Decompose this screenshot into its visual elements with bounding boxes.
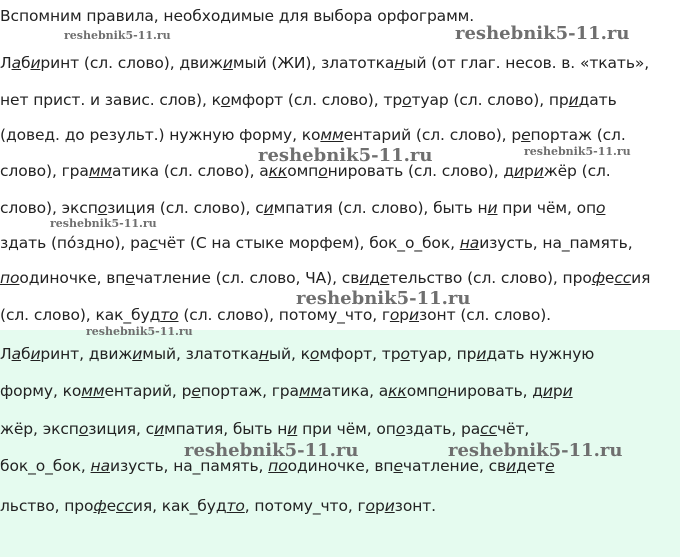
- text-fragment: Л: [0, 54, 12, 72]
- spelling-mark: о: [309, 345, 320, 363]
- rules-line: [0, 268, 680, 288]
- text-fragment: атика, а: [322, 382, 389, 400]
- watermark: reshebnik5-11.ru: [296, 288, 471, 309]
- spelling-mark: н: [258, 345, 269, 363]
- text-fragment: здать, ра: [405, 420, 481, 438]
- text-fragment: б: [20, 54, 31, 72]
- spelling-mark: и: [476, 345, 487, 363]
- spelling-mark: а: [11, 54, 21, 72]
- spelling-mark: по: [268, 457, 288, 475]
- heading-line: Вспомним правила, необходимые для выбора орфограмм.: [0, 7, 475, 25]
- text-fragment: мпатия (сл. слово), быть н: [273, 199, 488, 217]
- spelling-mark: кк: [268, 162, 288, 180]
- spelling-mark: и: [542, 382, 553, 400]
- spelling-mark: и: [30, 345, 41, 363]
- text-fragment: туар (сл. слово), пр: [411, 91, 569, 109]
- rules-line: [0, 53, 680, 73]
- text-fragment: р: [552, 382, 563, 400]
- text-fragment: мфорт, тр: [319, 345, 401, 363]
- text-fragment: жёр, эксп: [0, 420, 79, 438]
- text-fragment: дать: [578, 91, 617, 109]
- text-fragment: мфорт (сл. слово), тр: [230, 91, 403, 109]
- text-fragment: слово), гра: [0, 162, 89, 180]
- text-fragment: одиночке, вп: [287, 457, 394, 475]
- text-fragment: нировать (сл. слово), д: [327, 162, 515, 180]
- spelling-mark: и: [30, 54, 41, 72]
- text-fragment: р: [374, 497, 385, 515]
- answer-line: [0, 381, 680, 401]
- spelling-mark: по: [0, 269, 20, 287]
- spelling-mark: о: [220, 91, 231, 109]
- spelling-mark: е: [191, 382, 201, 400]
- watermark: reshebnik5-11.ru: [64, 29, 171, 42]
- text-fragment: дет: [516, 457, 546, 475]
- text-fragment: ия: [631, 269, 651, 287]
- watermark: reshebnik5-11.ru: [258, 145, 433, 166]
- spelling-mark: и: [514, 162, 525, 180]
- spelling-mark: о: [596, 199, 606, 217]
- text-fragment: (довед. до результ.) нужную форму, ко: [0, 126, 321, 144]
- text-fragment: ия, как_буд: [132, 497, 227, 515]
- text-fragment: здать (по́здно), ра: [0, 234, 150, 252]
- text-fragment: омп: [406, 382, 438, 400]
- spelling-mark: мм: [320, 126, 344, 144]
- spelling-mark: с: [149, 234, 158, 252]
- text-fragment: льство, про: [0, 497, 94, 515]
- text-fragment: ый (от глаг. несов. в. «ткать»,: [404, 54, 650, 72]
- text-fragment: ентарий (сл. слово), р: [343, 126, 522, 144]
- spelling-mark: о: [97, 199, 108, 217]
- spelling-mark: кк: [388, 382, 407, 400]
- spelling-mark: и: [533, 162, 544, 180]
- text-fragment: форму, ко: [0, 382, 82, 400]
- spelling-mark: о: [78, 420, 89, 438]
- spelling-mark: мм: [298, 382, 323, 400]
- spelling-mark: то: [226, 497, 245, 515]
- watermark: reshebnik5-11.ru: [524, 145, 631, 158]
- text-fragment: дать нужную: [486, 345, 595, 363]
- spelling-mark: и: [409, 306, 420, 324]
- text-fragment: туар, пр: [409, 345, 477, 363]
- spelling-mark: е: [379, 269, 390, 287]
- spelling-mark: и: [506, 457, 517, 475]
- spelling-mark: н: [394, 54, 405, 72]
- spelling-mark: и: [359, 269, 370, 287]
- text-fragment: зиция, с: [88, 420, 155, 438]
- text-fragment: зонт (сл. слово).: [419, 306, 551, 324]
- spelling-mark: и: [222, 54, 233, 72]
- spelling-mark: и: [154, 420, 165, 438]
- spelling-mark: а: [11, 345, 21, 363]
- spelling-mark: е: [393, 457, 403, 475]
- text-fragment: чатление (сл. слово, ЧА), св: [134, 269, 360, 287]
- text-fragment: портаж, гра: [200, 382, 299, 400]
- text-fragment: жёр (сл.: [543, 162, 611, 180]
- spelling-mark: о: [437, 382, 448, 400]
- spelling-mark: о: [389, 306, 400, 324]
- spelling-mark: на: [459, 234, 480, 252]
- spelling-mark: о: [400, 345, 410, 363]
- text-fragment: ый, к: [268, 345, 310, 363]
- text-fragment: одиночке, вп: [19, 269, 126, 287]
- spelling-mark: и: [487, 199, 498, 217]
- spelling-mark: о: [395, 420, 406, 438]
- text-fragment: омп: [287, 162, 319, 180]
- rules-line: [0, 198, 680, 218]
- text-fragment: Л: [0, 345, 12, 363]
- text-fragment: при чём, оп: [297, 420, 396, 438]
- text-fragment: р: [399, 306, 410, 324]
- text-fragment: е: [604, 269, 615, 287]
- text-fragment: чёт,: [497, 420, 530, 438]
- spelling-mark: и: [562, 382, 573, 400]
- text-fragment: мпатия, быть н: [164, 420, 288, 438]
- answer-line: [0, 419, 680, 439]
- text-fragment: нировать, д: [447, 382, 543, 400]
- text-fragment: изусть, на_память,: [479, 234, 633, 252]
- spelling-mark: и: [287, 420, 298, 438]
- text-fragment: (сл. слово), потому_что, г: [178, 306, 390, 324]
- rules-line: [0, 125, 680, 145]
- spelling-mark: о: [402, 91, 412, 109]
- text-fragment: , потому_что, г: [244, 497, 366, 515]
- spelling-mark: и: [568, 91, 579, 109]
- watermark: reshebnik5-11.ru: [50, 217, 157, 230]
- spelling-mark: и: [263, 199, 274, 217]
- text-fragment: изусть, на_память,: [109, 457, 269, 475]
- text-fragment: ентарий, р: [104, 382, 192, 400]
- watermark: reshebnik5-11.ru: [448, 440, 623, 461]
- watermark: reshebnik5-11.ru: [455, 23, 630, 44]
- spelling-mark: и: [384, 497, 395, 515]
- rules-line: [0, 90, 680, 110]
- text-fragment: р: [524, 162, 534, 180]
- text-fragment: зонт.: [394, 497, 436, 515]
- text-fragment: слово), эксп: [0, 199, 98, 217]
- watermark: reshebnik5-11.ru: [86, 325, 193, 338]
- text-fragment: бок_о_бок,: [0, 457, 91, 475]
- spelling-mark: ф: [591, 269, 605, 287]
- text-fragment: ринт (сл. слово), движ: [40, 54, 223, 72]
- spelling-mark: мм: [88, 162, 112, 180]
- spelling-mark: на: [90, 457, 110, 475]
- text-fragment: (сл. слово), как_буд: [0, 306, 161, 324]
- text-fragment: портаж (сл.: [530, 126, 626, 144]
- text-fragment: при чём, оп: [497, 199, 597, 217]
- answer-line: [0, 344, 680, 364]
- spelling-mark: е: [125, 269, 135, 287]
- text-fragment: чёт (С на стыке морфем), бок_о_бок,: [157, 234, 460, 252]
- spelling-mark: сс: [480, 420, 497, 438]
- spelling-mark: ф: [93, 497, 107, 515]
- text-fragment: атика (сл. слово), а: [112, 162, 269, 180]
- text-fragment: мый, златотка: [142, 345, 259, 363]
- spelling-mark: е: [521, 126, 531, 144]
- spelling-mark: сс: [116, 497, 133, 515]
- text-fragment: мый (ЖИ), златотка: [232, 54, 395, 72]
- spelling-mark: сс: [614, 269, 632, 287]
- text-fragment: нет прист. и завис. слов), к: [0, 91, 221, 109]
- answer-line: [0, 496, 680, 516]
- watermark: reshebnik5-11.ru: [184, 440, 359, 461]
- spelling-mark: то: [160, 306, 179, 324]
- text-fragment: ринт, движ: [40, 345, 133, 363]
- spelling-mark: е: [545, 457, 555, 475]
- spelling-mark: о: [318, 162, 328, 180]
- text-fragment: тельство (сл. слово), про: [389, 269, 592, 287]
- rules-line: [0, 233, 680, 253]
- spelling-mark: и: [132, 345, 143, 363]
- text-fragment: зиция (сл. слово), с: [107, 199, 264, 217]
- text-fragment: д: [369, 269, 380, 287]
- spelling-mark: мм: [81, 382, 105, 400]
- spelling-mark: о: [365, 497, 375, 515]
- text-fragment: б: [20, 345, 31, 363]
- text-fragment: е: [106, 497, 117, 515]
- text-fragment: чатление, св: [402, 457, 507, 475]
